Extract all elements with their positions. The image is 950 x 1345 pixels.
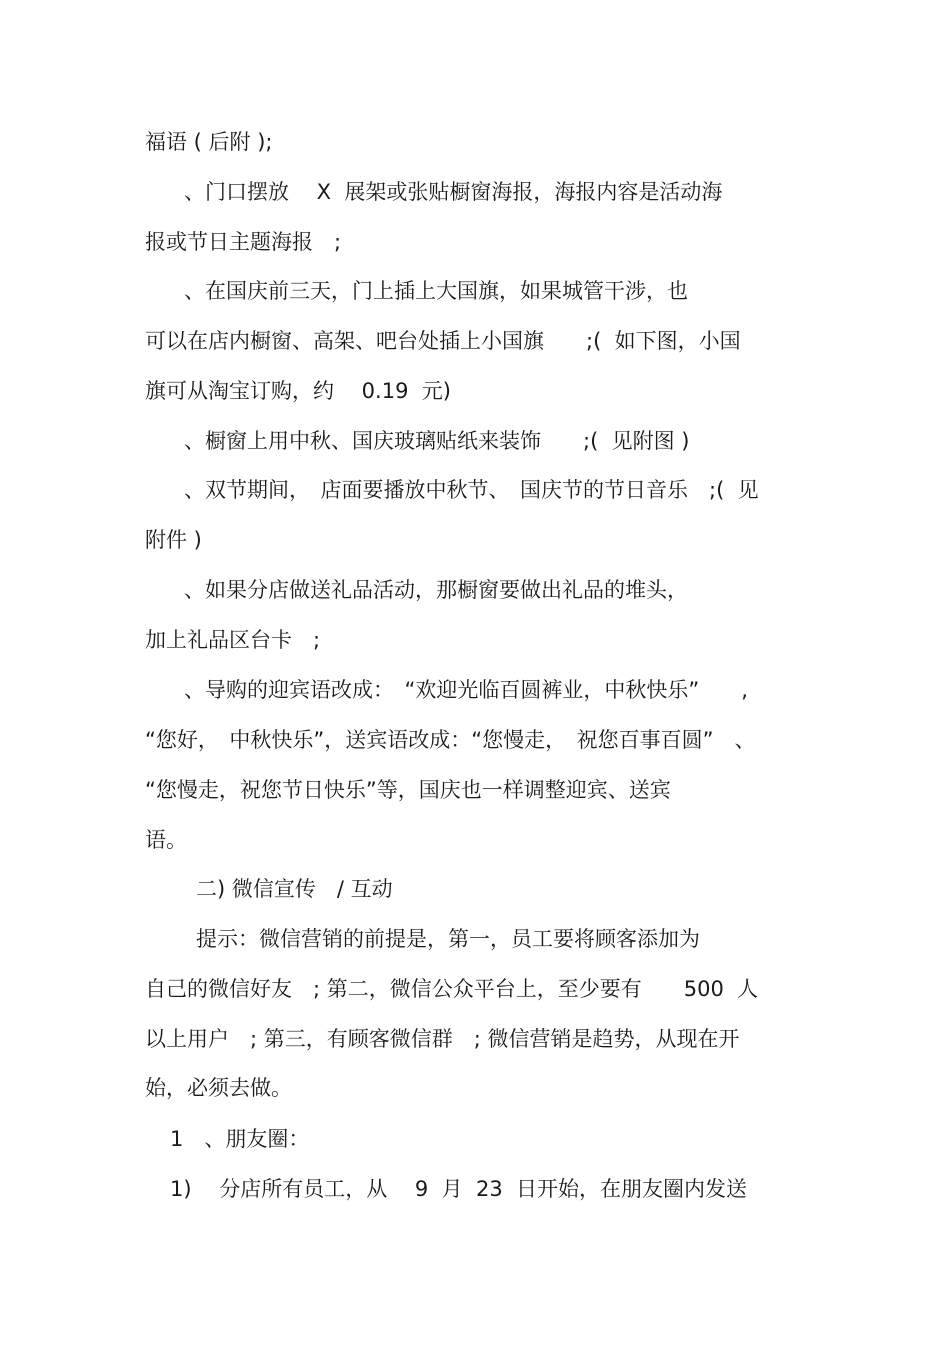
paragraph-line: 、双节期间， 店面要播放中秋节、 国庆节的节日音乐 ;( 见 bbox=[184, 478, 759, 502]
paragraph-line: 、门口摆放 X 展架或张贴橱窗海报，海报内容是活动海 bbox=[184, 180, 723, 204]
paragraph-line: 、橱窗上用中秋、国庆玻璃贴纸来装饰 ;( 见附图 ) bbox=[184, 429, 690, 453]
paragraph-line: 、如果分店做送礼品活动，那橱窗要做出礼品的堆头， bbox=[184, 578, 688, 602]
subsection-heading: 1 、朋友圈： bbox=[170, 1127, 310, 1151]
paragraph-line: “您慢走，祝您节日快乐”等，国庆也一样调整迎宾、送宾 bbox=[145, 778, 671, 802]
paragraph-line: 提示：微信营销的前提是，第一，员工要将顾客添加为 bbox=[196, 927, 700, 951]
paragraph-line: 报或节日主题海报 ; bbox=[145, 230, 342, 254]
paragraph-line: 、导购的迎宾语改成： “欢迎光临百圆裤业，中秋快乐” , bbox=[184, 678, 748, 702]
paragraph-line: 语。 bbox=[145, 828, 187, 852]
paragraph-line: 以上用户 ; 第三，有顾客微信群 ; 微信营销是趋势，从现在开 bbox=[145, 1027, 740, 1051]
section-heading: 二) 微信宣传 / 互动 bbox=[196, 877, 393, 901]
list-item: 1) 分店所有员工，从 9 月 23 日开始，在朋友圈内发送 bbox=[170, 1177, 748, 1201]
paragraph-line: 自己的微信好友 ; 第二，微信公众平台上，至少要有 500 人 bbox=[145, 977, 759, 1001]
paragraph-line: 始，必须去做。 bbox=[145, 1076, 292, 1100]
paragraph-line: 旗可从淘宝订购，约 0.19 元) bbox=[145, 379, 451, 403]
paragraph-line: 附件 ) bbox=[145, 528, 202, 552]
paragraph-line: “您好， 中秋快乐”，送宾语改成：“您慢走， 祝您百事百圆” 、 bbox=[145, 728, 756, 752]
paragraph-line: 加上礼品区台卡 ; bbox=[145, 628, 321, 652]
paragraph-line: 福语 ( 后附 ); bbox=[145, 130, 273, 154]
paragraph-line: 、在国庆前三天，门上插上大国旗，如果城管干涉，也 bbox=[184, 279, 688, 303]
paragraph-line: 可以在店内橱窗、高架、吧台处插上小国旗 ;( 如下图，小国 bbox=[145, 329, 741, 353]
